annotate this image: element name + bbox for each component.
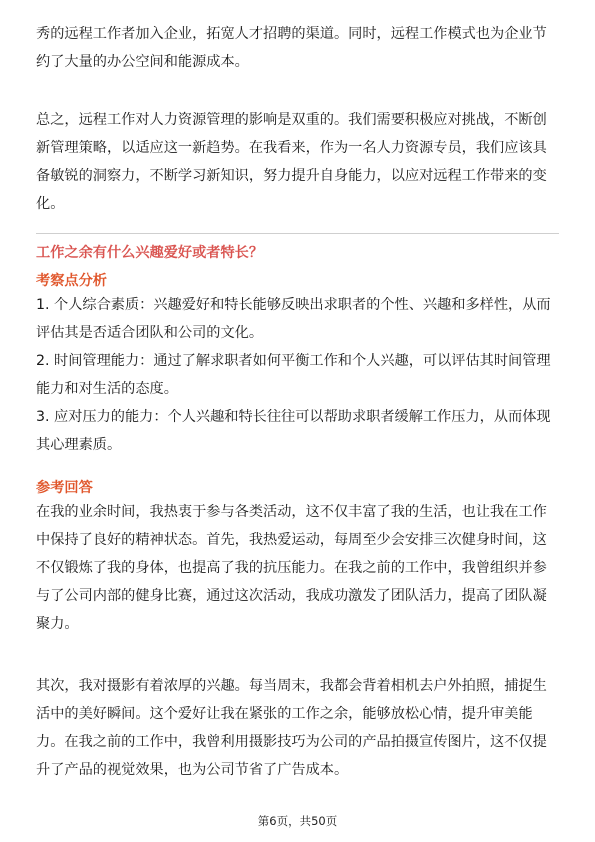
answer-p1-line-5: 聚力。 [36,616,79,632]
answer-paragraph-1 [36,498,559,638]
analysis-item-2-line-1: 2. 时间管理能力：通过了解求职者如何平衡工作和个人兴趣，可以评估其时间管理 [36,353,551,369]
section-divider [36,233,559,234]
answer-p1-line-1: 在我的业余时间，我热衷于参与各类活动，这不仅丰富了我的生活，也让我在工作 [36,504,547,520]
answer-p2-line-4: 升了产品的视觉效果，也为公司节省了广告成本。 [36,762,349,778]
analysis-item-1-line-1: 1. 个人综合素质：兴趣爱好和特长能够反映出求职者的个性、兴趣和多样性，从而 [36,297,551,313]
answer-heading: 参考回答 [36,480,93,496]
intro-line-2: 约了大量的办公空间和能源成本。 [36,54,249,70]
analysis-item-3-line-1: 3. 应对压力的能力：个人兴趣和特长往往可以帮助求职者缓解工作压力，从而体现 [36,409,551,425]
answer-p2-line-1: 其次，我对摄影有着浓厚的兴趣。每当周末，我都会背着相机去户外拍照，捕捉生 [36,678,547,694]
intro-line-1: 秀的远程工作者加入企业，拓宽人才招聘的渠道。同时，远程工作模式也为企业节 [36,26,547,42]
conclusion-line-3: 备敏锐的洞察力，不断学习新知识，努力提升自身能力，以应对远程工作带来的变 [36,168,547,184]
analysis-item-3-line-2: 其心理素质。 [36,437,122,453]
conclusion-paragraph [36,106,559,218]
conclusion-line-1: 总之，远程工作对人力资源管理的影响是双重的。我们需要积极应对挑战，不断创 [36,112,547,128]
answer-p1-line-3: 不仅锻炼了我的身体，也提高了我的抗压能力。在我之前的工作中，我曾组织并参 [36,560,547,576]
analysis-list [36,291,559,459]
answer-p1-line-4: 与了公司内部的健身比赛，通过这次活动，我成功激发了团队活力，提高了团队凝 [36,588,547,604]
conclusion-line-4: 化。 [36,196,65,212]
analysis-heading: 考察点分析 [36,273,107,289]
answer-p2-line-2: 活中的美好瞬间。这个爱好让我在紧张的工作之余，能够放松心情，提升审美能 [36,706,533,722]
conclusion-line-2: 新管理策略，以适应这一新趋势。在我看来，作为一名人力资源专员，我们应该具 [36,140,547,156]
question-title: 工作之余有什么兴趣爱好或者特长？ [36,245,264,261]
answer-p1-line-2: 中保持了良好的精神状态。首先，我热爱运动，每周至少会安排三次健身时间，这 [36,532,547,548]
analysis-item-1-line-2: 评估其是否适合团队和公司的文化。 [36,325,264,341]
page-number: 第6页，共50页 [257,814,338,828]
answer-paragraph-2 [36,672,559,784]
analysis-item-2-line-2: 能力和对生活的态度。 [36,381,178,397]
intro-paragraph [36,20,559,76]
answer-p2-line-3: 力。在我之前的工作中，我曾利用摄影技巧为公司的产品拍摄宣传图片，这不仅提 [36,734,547,750]
